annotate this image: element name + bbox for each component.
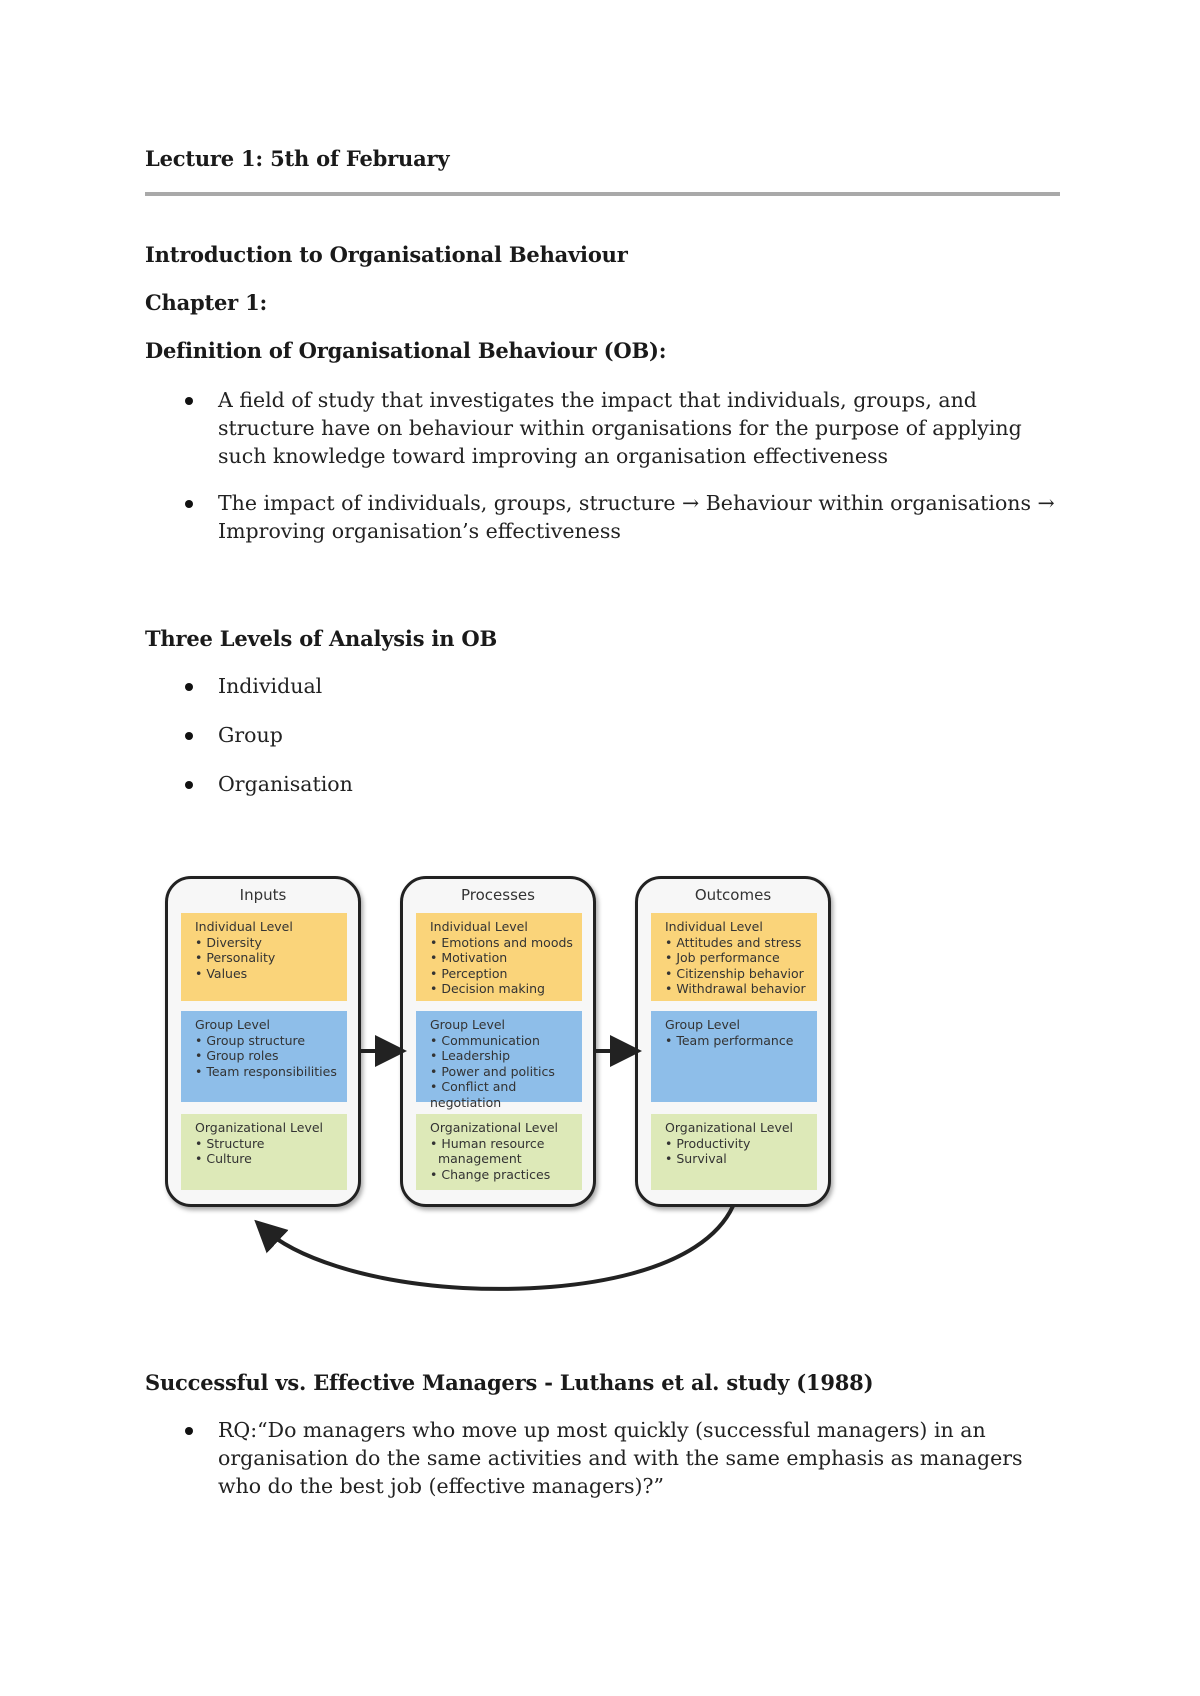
bullet-icon <box>185 683 193 691</box>
bullet-icon <box>185 500 193 508</box>
individual-level-box: Individual Level • Diversity • Personality • Values <box>181 913 347 1001</box>
diagram-arrows <box>163 876 833 1296</box>
bullet-icon <box>185 1427 193 1435</box>
managers-list <box>145 1416 1060 1500</box>
definition-heading: Definition of Organisational Behaviour (OB): <box>145 338 667 363</box>
individual-level-box: Individual Level • Attitudes and stress • Job performance • Citizenship behavior • Withdrawal behavior <box>651 913 817 1001</box>
group-level-box: Group Level • Group structure • Group roles • Team responsibilities <box>181 1011 347 1102</box>
list-item: The impact of individuals, groups, structure → Behaviour within organisations → Improving organisation’s effectiveness <box>145 489 1060 545</box>
list-item: A field of study that investigates the impact that individuals, groups, and structure have on behaviour within organisations for the purpose of applying such knowledge toward improving an organisation effectiveness <box>145 386 1060 470</box>
levels-heading: Three Levels of Analysis in OB <box>145 626 498 651</box>
column-title: Processes <box>461 886 535 904</box>
bullet-icon <box>185 781 193 789</box>
chapter-label: Chapter 1: <box>145 290 268 315</box>
individual-level-box: Individual Level • Emotions and moods • Motivation • Perception • Decision making <box>416 913 582 1001</box>
organizational-level-box: Organizational Level • Productivity • Survival <box>651 1114 817 1190</box>
managers-heading: Successful vs. Effective Managers - Luthans et al. study (1988) <box>145 1370 874 1395</box>
definition-list <box>145 386 1060 470</box>
feedback-arrow-icon <box>263 1206 733 1289</box>
ob-model-diagram <box>163 876 833 1296</box>
definition-summary-list <box>145 489 1060 545</box>
list-item: RQ:“Do managers who move up most quickly (successful managers) in an organisation do the same activities and with the same emphasis as managers who do the best job (effective managers)?” <box>145 1416 1060 1500</box>
list-item: Individual <box>145 672 1060 700</box>
group-level-box: Group Level • Communication • Leadership • Power and politics • Conflict and negotiation <box>416 1011 582 1102</box>
divider <box>145 192 1060 196</box>
list-item: Group <box>145 721 1060 749</box>
bullet-icon <box>185 732 193 740</box>
organizational-level-box: Organizational Level • Structure • Culture <box>181 1114 347 1190</box>
list-item: Organisation <box>145 770 1060 798</box>
levels-list <box>145 672 1060 819</box>
group-level-box: Group Level • Team performance <box>651 1011 817 1102</box>
bullet-icon <box>185 397 193 405</box>
organizational-level-box: Organizational Level • Human resource management • Change practices <box>416 1114 582 1190</box>
column-title: Outcomes <box>694 886 772 904</box>
column-title: Inputs <box>239 886 287 904</box>
section-title: Introduction to Organisational Behaviour <box>145 242 628 267</box>
page-title: Lecture 1: 5th of February <box>145 146 450 171</box>
